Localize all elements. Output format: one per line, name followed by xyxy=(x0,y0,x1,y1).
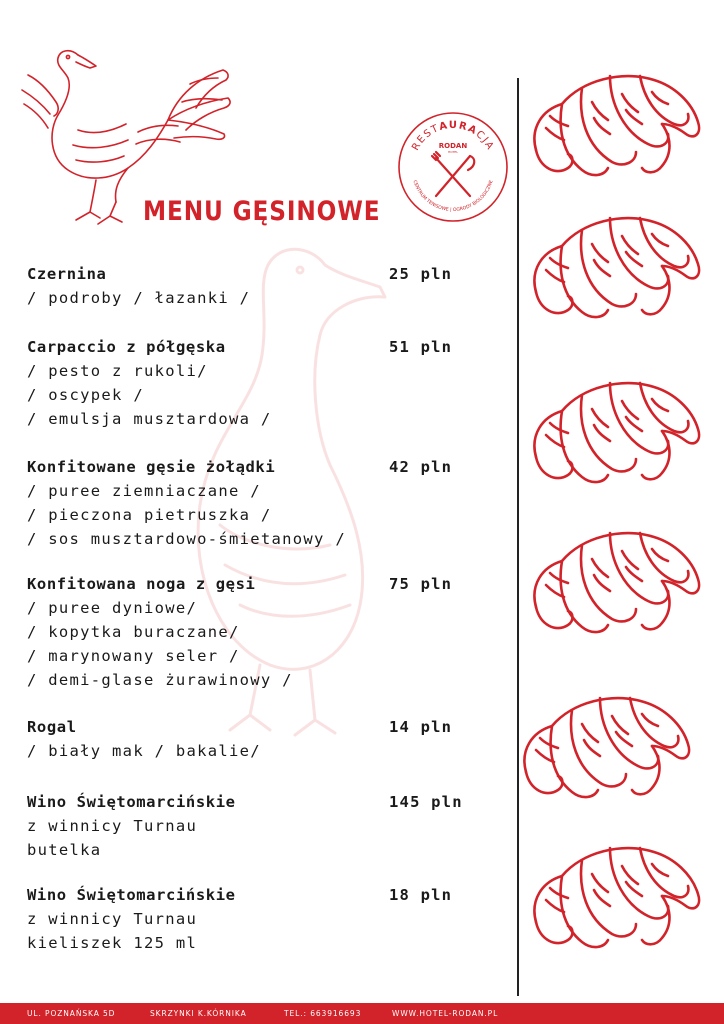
menu-item-description: / podroby / łazanki / xyxy=(27,289,251,307)
menu-item-price: 145 pln xyxy=(389,793,463,811)
menu-item xyxy=(27,262,497,310)
menu-item-description: / puree ziemniaczane / xyxy=(27,482,261,500)
divider-line xyxy=(517,78,519,996)
menu-item-name: Konfitowana noga z gęsi xyxy=(27,575,256,593)
footer-city: SKRZYNKI K.KÓRNIKA xyxy=(150,1009,247,1018)
footer-phone: TEL.: 663916693 xyxy=(284,1009,362,1018)
menu-item-description: / pesto z rukoli/ xyxy=(27,362,208,380)
menu-item xyxy=(27,883,497,955)
menu-item-description: / pieczona pietruszka / xyxy=(27,506,272,524)
menu-item-name: Czernina xyxy=(27,265,107,283)
menu-item-name: Rogal xyxy=(27,718,77,736)
croissant-icon xyxy=(522,820,707,970)
restaurant-stamp xyxy=(396,110,510,224)
menu-item-description: / biały mak / bakalie/ xyxy=(27,742,261,760)
menu-item xyxy=(27,790,497,862)
croissant-icon xyxy=(512,680,697,810)
page-title: MENU GĘSINOWE xyxy=(143,196,381,227)
menu-item xyxy=(27,572,497,692)
menu-item-description: z winnicy Turnau xyxy=(27,817,198,835)
stamp-arc-left: REST xyxy=(410,122,442,153)
menu-item-description: / demi-glase żurawinowy / xyxy=(27,671,293,689)
menu-item-description: / emulsja musztardowa / xyxy=(27,410,272,428)
footer-website[interactable]: WWW.HOTEL-RODAN.PL xyxy=(392,1009,499,1018)
menu-item-description: / oscypek / xyxy=(27,386,144,404)
croissant-icon xyxy=(522,365,707,495)
svg-text:CENTRUM TENISOWE | OGRODY BIOL xyxy=(411,179,494,213)
fork-knife-icon xyxy=(432,152,474,196)
stamp-arc-mid: AURA xyxy=(438,119,480,138)
menu-item-name: Wino Świętomarcińskie xyxy=(27,793,236,811)
menu-item-price: 75 pln xyxy=(389,575,453,593)
menu-item-description: butelka xyxy=(27,841,102,859)
menu-item-price: 18 pln xyxy=(389,886,453,904)
menu-item xyxy=(27,455,497,551)
menu-item-description: / puree dyniowe/ xyxy=(27,599,198,617)
menu-item xyxy=(27,715,497,763)
croissant-icon xyxy=(522,505,707,655)
menu-item-price: 51 pln xyxy=(389,338,453,356)
menu-item-name: Carpaccio z półgęska xyxy=(27,338,226,356)
footer-bar xyxy=(0,1003,724,1024)
footer-address: UL. POZNAŃSKA 5D xyxy=(27,1009,116,1018)
croissant-icon xyxy=(522,48,707,198)
menu-item-description: / sos musztardowo-śmietanowy / xyxy=(27,530,346,548)
stamp-brand-sub: HOTEL xyxy=(447,150,459,154)
stamp-bottom-arc: CENTRUM TENISOWE | OGRODY BIOLOGICZNE xyxy=(411,179,495,214)
stamp-brand: RODAN xyxy=(438,142,468,150)
menu-item-price: 14 pln xyxy=(389,718,453,736)
menu-item-price: 25 pln xyxy=(389,265,453,283)
stamp-arc-right: CJA xyxy=(473,128,496,153)
menu-item-name: Konfitowane gęsie żołądki xyxy=(27,458,276,476)
menu-item-description: z winnicy Turnau xyxy=(27,910,198,928)
menu-item-price: 42 pln xyxy=(389,458,453,476)
menu-item-description: kieliszek 125 ml xyxy=(27,934,198,952)
menu-item-description: / marynowany seler / xyxy=(27,647,240,665)
menu-item-name: Wino Świętomarcińskie xyxy=(27,886,236,904)
menu-item xyxy=(27,335,497,431)
croissant-icon xyxy=(522,190,707,340)
menu-item-description: / kopytka buraczane/ xyxy=(27,623,240,641)
